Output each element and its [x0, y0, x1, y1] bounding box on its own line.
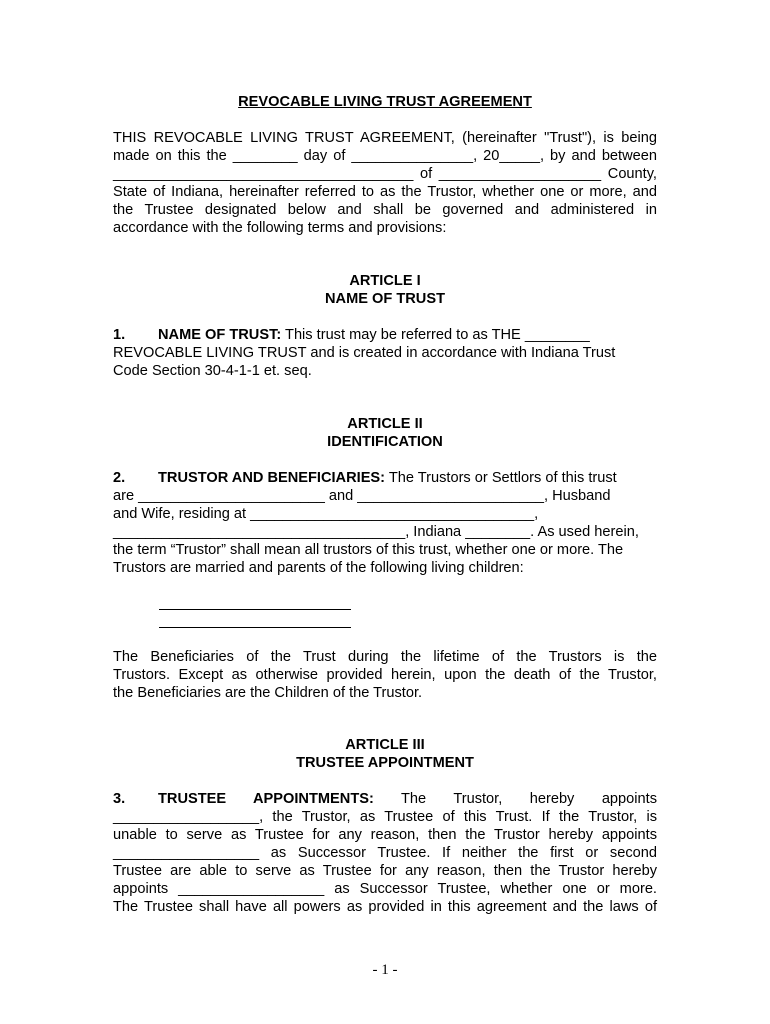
section-2-text: The Trustors or Settlors of this trust — [385, 470, 617, 486]
article-2-heading: ARTICLE II — [347, 416, 423, 432]
beneficiaries-line: The Beneficiaries of the Trust during the lifetime of the Trustors is the — [113, 649, 657, 665]
section-1-text: This trust may be referred to as THE ________ — [281, 327, 590, 343]
intro-line: made on this the ________ day of _______________, 20_____, by and between — [113, 148, 657, 164]
section-2-label: TRUSTOR AND BENEFICIARIES: — [158, 470, 386, 486]
section-2-first-line — [113, 469, 657, 487]
section-2-line: are _______________________ and _______________________, Husband — [113, 488, 611, 504]
child-name-blank-2 — [159, 627, 351, 628]
section-3-first-line — [113, 790, 657, 808]
section-3-line: __________________ as Successor Trustee. If neither the first or second — [113, 845, 657, 861]
section-1-label: NAME OF TRUST: — [158, 327, 282, 343]
article-1-subheading: NAME OF TRUST — [325, 291, 445, 307]
intro-line: accordance with the following terms and provisions: — [113, 220, 447, 236]
article-3-subheading: TRUSTEE APPOINTMENT — [296, 755, 474, 771]
beneficiaries-line: Trustors. Except as otherwise provided herein, upon the death of the Trustor, — [113, 667, 657, 683]
section-1-line: REVOCABLE LIVING TRUST and is created in accordance with Indiana Trust — [113, 345, 616, 361]
section-1-paragraph — [113, 326, 657, 380]
section-3-label: TRUSTEE APPOINTMENTS: — [158, 791, 374, 807]
section-3-number: 3. — [113, 791, 126, 807]
section-2-line: Trustors are married and parents of the following living children: — [113, 560, 524, 576]
intro-line: THIS REVOCABLE LIVING TRUST AGREEMENT, (hereinafter "Trust"), is being — [113, 130, 657, 146]
section-3-line: The Trustee shall have all powers as provided in this agreement and the laws of — [113, 899, 657, 915]
beneficiaries-line: the Beneficiaries are the Children of the Trustor. — [113, 685, 423, 701]
page-number: - 1 - — [372, 962, 398, 978]
section-1-line: Code Section 30-4-1-1 et. seq. — [113, 363, 312, 379]
section-3-line: __________________, the Trustor, as Trustee of this Trust. If the Trustor, is — [113, 809, 657, 825]
section-2-paragraph — [113, 469, 657, 577]
intro-line: _____________________________________ of ____________________ County, — [113, 166, 657, 182]
section-2-number: 2. — [113, 470, 126, 486]
section-1-first-line — [113, 326, 657, 344]
document-title: REVOCABLE LIVING TRUST AGREEMENT — [238, 94, 532, 110]
section-2-line: the term “Trustor” shall mean all trustors of this trust, whether one or more. The — [113, 542, 624, 558]
article-3-heading: ARTICLE III — [345, 737, 425, 753]
beneficiaries-paragraph — [113, 648, 657, 702]
intro-line: the Trustee designated below and shall be governed and administered in — [113, 202, 657, 218]
section-2-line: ____________________________________, Indiana ________. As used herein, — [113, 524, 639, 540]
section-3-line: unable to serve as Trustee for any reason, then the Trustor hereby appoints — [113, 827, 657, 843]
section-3-paragraph — [113, 790, 657, 916]
section-1-number: 1. — [113, 327, 126, 343]
intro-line: State of Indiana, hereinafter referred to as the Trustor, whether one or more, and — [113, 184, 657, 200]
section-3-line: Trustee are able to serve as Trustee for any reason, then the Trustor hereby — [113, 863, 657, 879]
article-1-heading: ARTICLE I — [349, 273, 421, 289]
section-3-line: appoints __________________ as Successor Trustee, whether one or more. — [113, 881, 657, 897]
section-3-text: The Trustor, hereby appoints — [373, 791, 657, 807]
child-name-blank-1 — [159, 609, 351, 610]
article-2-subheading: IDENTIFICATION — [327, 434, 443, 450]
intro-paragraph — [113, 129, 657, 237]
section-2-line: and Wife, residing at ___________________________________, — [113, 506, 539, 522]
